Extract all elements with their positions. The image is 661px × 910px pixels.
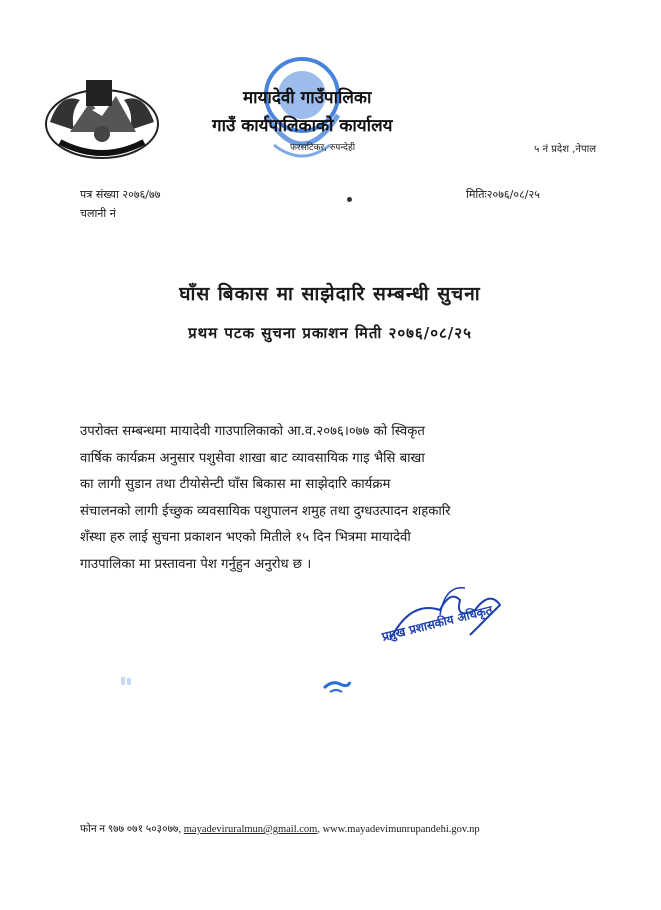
body-line: वार्षिक कार्यक्रम अनुसार पशुसेवा शाखा बाट व्यावसायिक गाइ भैसि बाखा: [80, 450, 425, 466]
footer-website: , www.mayadevimunrupandehi.gov.np: [317, 824, 480, 835]
signatory-title: प्रमुख प्रशासकीय अधिकृत: [380, 602, 494, 644]
body-line: संचालनको लागी ईच्छुक व्यवसायिक पशुपालन शमुह तथा दुग्धउत्पादन शहकारि: [80, 503, 451, 519]
letter-date: मितिः२०७६/०८/२५: [466, 188, 540, 201]
notice-subtitle: प्रथम पटक सुचना प्रकाशन मिती २०७६/०८/२५: [188, 324, 472, 342]
footer-email-link[interactable]: mayadeviruralmun@gmail.com: [183, 824, 318, 835]
notice-title: घाँस बिकास मा साझेदारि सम्बन्धी सुचना: [179, 283, 481, 305]
dispatch-number: चलानी नं: [80, 207, 116, 220]
body-line: उपरोक्त सम्बन्धमा मायादेवी गाउपालिकाको आ.व.२०७६।०७७ को स्विकृत: [80, 424, 425, 439]
body-line: का लागी सुडान तथा टीयोसेन्टी घाँस बिकास मा साझेदारि कार्यक्रम: [80, 477, 391, 492]
notice-body: [80, 419, 580, 578]
office-name: मायादेवी गाउँपालिका: [243, 88, 372, 108]
footer: [80, 822, 600, 836]
footer-phone: फोन न ९७७ ०७१ ५०३०७७,: [80, 824, 182, 835]
office-address: फरसटिकर, रुपन्देही: [290, 143, 356, 153]
ink-smudge-icon: [120, 676, 134, 686]
body-line: गाउपालिका मा प्रस्तावना पेश गर्नुहुन अनुरोध छ ।: [80, 556, 312, 572]
body-line: शँस्था हरु लाई सुचना प्रकाशन भएको मितीले १५ दिन भित्रमा मायादेवी: [80, 530, 411, 545]
province-label: ५ नं प्रदेश ,नेपाल: [534, 144, 596, 155]
nepal-emblem-icon: [40, 72, 164, 162]
ink-dot: [347, 197, 352, 202]
office-subtitle: गाउँ कार्यपालिकाको कार्यालय: [212, 116, 393, 136]
reference-number: पत्र संख्या २०७६/७७: [80, 188, 161, 201]
ink-smudge-icon: [322, 676, 352, 696]
